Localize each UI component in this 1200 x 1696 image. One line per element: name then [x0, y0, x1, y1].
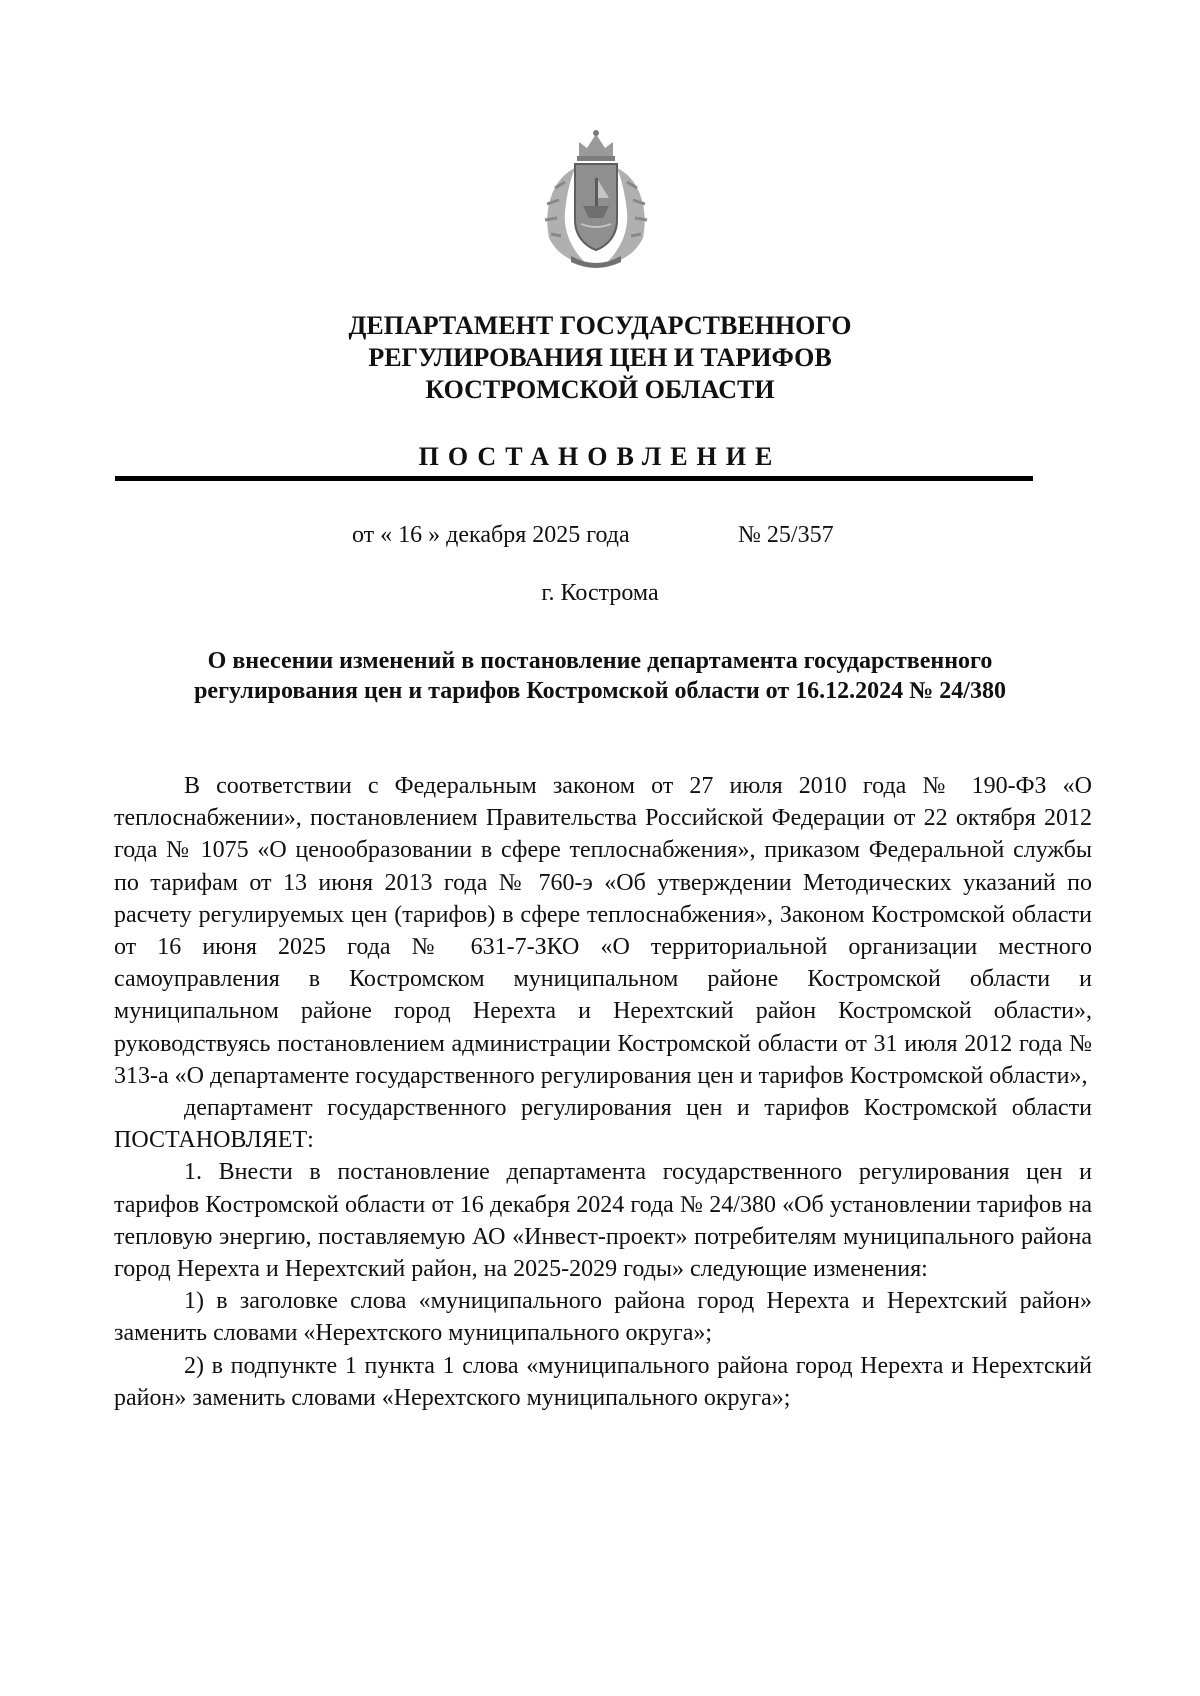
title-line: О внесении изменений в постановление департамента государственного	[207, 648, 993, 674]
document-city: г. Кострома	[541, 580, 659, 606]
document-number: № 25/357	[738, 522, 834, 548]
document-date: от « 16 » декабря 2025 года	[352, 522, 630, 548]
body-paragraph: 1. Внести в постановление департамента государственного регулирования цен и тарифов Костромской области от 16 декабря 2024 года № 24/380 «Об установлении тарифов на тепловую энергию, поставляемую АО «Инвест-проект» потребителям муниципального района город Нерехта и Нерехтский район, на 2025-2029 годы» следующие изменения:	[114, 1159, 1092, 1283]
department-name	[0, 310, 1200, 406]
body-paragraph: 2) в подпункте 1 пункта 1 слова «муниципального района город Нерехта и Нерехтский район» заменить словами «Нерехтского муниципального округа»;	[114, 1352, 1092, 1411]
body-paragraph: В соответствии с Федеральным законом от 27 июля 2010 года № 190-ФЗ «О теплоснабжении», постановлением Правительства Российской Федерации от 22 октября 2012 года № 1075 «О ценообразовании в сфере теплоснабжения», приказом Федеральной службы по тарифам от 13 июня 2013 года № 760-э «Об утверждении Методических указаний по расчету регулируемых цен (тарифов) в сфере теплоснабжения», Законом Костромской области от 16 июня 2025 года № 631-7-ЗКО «О территориальной организации местного самоуправления в Костромском муниципальном районе Костромской области и муниципальном районе город Нерехта и Нерехтский район Костромской области», руководствуясь постановлением администрации Костромской области от 31 июля 2012 года № 313-а «О департаменте государственного регулирования цен и тарифов Костромской области»,	[114, 773, 1092, 1089]
document-type-heading: ПОСТАНОВЛЕНИЕ	[418, 442, 782, 471]
body-paragraph: 1) в заголовке слова «муниципального района город Нерехта и Нерехтский район» заменить словами «Нерехтского муниципального округа»;	[114, 1288, 1092, 1347]
header-divider	[115, 476, 1033, 481]
department-line: ДЕПАРТАМЕНТ ГОСУДАРСТВЕННОГО	[348, 311, 852, 340]
document-body	[114, 770, 1092, 1414]
department-line: КОСТРОМСКОЙ ОБЛАСТИ	[425, 375, 775, 404]
department-line: РЕГУЛИРОВАНИЯ ЦЕН И ТАРИФОВ	[368, 343, 832, 372]
body-paragraph: департамент государственного регулирования цен и тарифов Костромской области ПОСТАНОВЛЯЕТ:	[114, 1095, 1092, 1154]
coat-of-arms-icon	[535, 128, 657, 270]
title-line: регулирования цен и тарифов Костромской области от 16.12.2024 № 24/380	[194, 678, 1006, 704]
document-title	[110, 646, 1090, 706]
